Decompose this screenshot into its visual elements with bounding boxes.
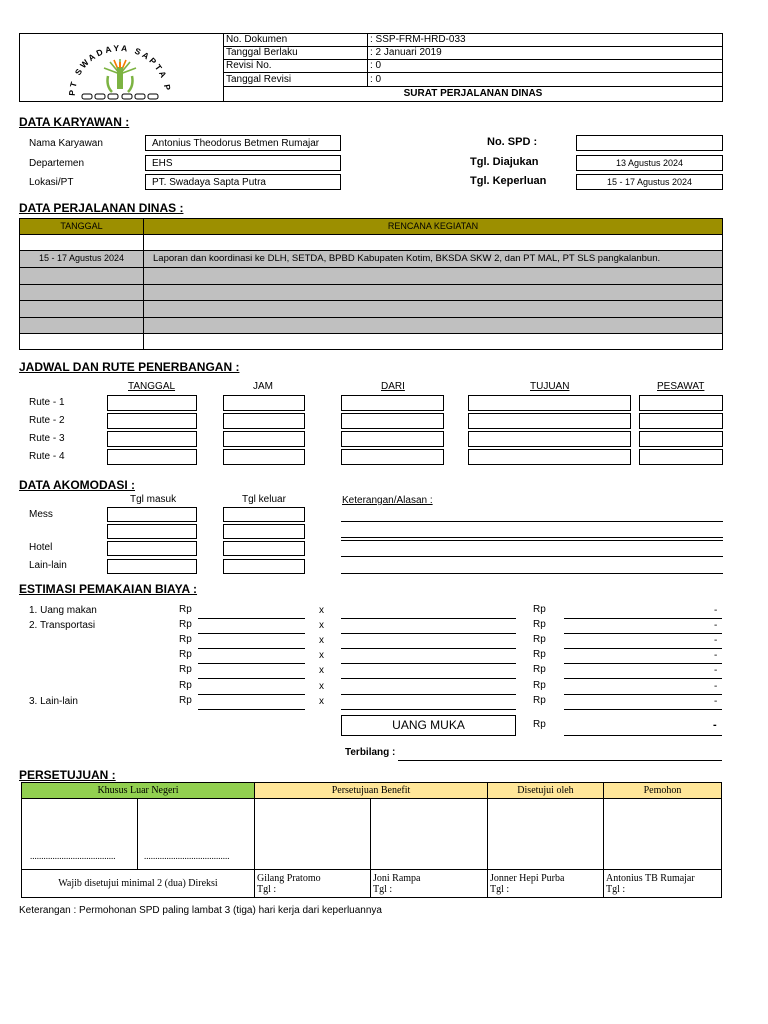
cost-total-line[interactable]: [564, 678, 722, 679]
mess-checkout-input-2[interactable]: [223, 524, 305, 539]
accommodation-section-title: DATA AKOMODASI :: [19, 478, 135, 492]
cost-qty-line[interactable]: [341, 694, 516, 695]
valid-date-value: : 2 Januari 2019: [368, 47, 722, 60]
department-field[interactable]: [145, 155, 341, 171]
need-date-label: Tgl. Keperluan: [470, 175, 547, 187]
approver-name: Jonner Hepi Purba: [490, 873, 565, 884]
cost-total: -: [714, 681, 718, 692]
route-1-plane-input[interactable]: [639, 395, 723, 411]
requester-signer: [604, 870, 721, 897]
cost-amount-line[interactable]: [198, 678, 305, 679]
table-row[interactable]: [19, 301, 723, 318]
cost-total-line[interactable]: [564, 694, 722, 695]
route-3-from-input[interactable]: [341, 431, 444, 447]
cost-currency: Rp: [179, 680, 192, 691]
cost-times: x: [319, 635, 324, 646]
cost-total-line[interactable]: [564, 648, 722, 649]
cost-times: x: [319, 681, 324, 692]
cost-currency: Rp: [533, 649, 546, 660]
cost-times: x: [319, 620, 324, 631]
svg-text:PT SWADAYA SAPTA PUTRA: PT SWADAYA SAPTA P: [66, 42, 173, 97]
route-3-date-input[interactable]: [107, 431, 197, 447]
signature-foreign-1[interactable]: [22, 799, 138, 870]
mess-checkin-input[interactable]: [107, 507, 197, 522]
approval-col-benefit: Persetujuan Benefit: [255, 783, 488, 799]
signature-requester[interactable]: [604, 799, 721, 870]
route-3-to-input[interactable]: [468, 431, 631, 447]
revision-date-value: : 0: [368, 73, 722, 87]
doc-number-value: : SSP-FRM-HRD-033: [368, 34, 722, 47]
foreign-note: Wajib disetujui minimal 2 (dua) Direksi: [22, 870, 255, 897]
flight-col-plane: PESAWAT: [657, 381, 705, 392]
cost-total: -: [714, 635, 718, 646]
cost-currency: Rp: [533, 695, 546, 706]
cost-total: -: [714, 696, 718, 707]
route-1-from-input[interactable]: [341, 395, 444, 411]
need-date-value: 15 - 17 Agustus 2024: [606, 177, 693, 187]
location-label: Lokasi/PT: [29, 177, 74, 188]
trip-section-title: DATA PERJALANAN DINAS :: [19, 201, 184, 215]
checkin-label: Tgl masuk: [130, 494, 177, 505]
trip-row-date: 15 - 17 Agustus 2024: [20, 251, 144, 267]
notes-line[interactable]: [341, 573, 723, 574]
approver-signer: [488, 870, 604, 897]
requester-date: Tgl :: [606, 884, 626, 895]
footer-note: Keterangan : Permohonan SPD paling lambat 3 (tiga) hari kerja dari keperluannya: [19, 905, 382, 916]
flight-section-title: JADWAL DAN RUTE PENERBANGAN :: [19, 360, 240, 374]
route-4-label: Rute - 4: [29, 451, 65, 462]
spd-number-field[interactable]: [576, 135, 723, 151]
benefit-2-date: Tgl :: [373, 884, 393, 895]
cost-currency: Rp: [533, 619, 546, 630]
mess-checkin-input-2[interactable]: [107, 524, 197, 539]
submitted-date-label: Tgl. Diajukan: [470, 156, 539, 168]
employee-name-value: Antonius Theodorus Betmen Rumajar: [152, 138, 320, 149]
department-value: EHS: [152, 158, 173, 169]
employee-name-field[interactable]: [145, 135, 341, 151]
signature-foreign-2[interactable]: [138, 799, 255, 870]
route-2-date-input[interactable]: [107, 413, 197, 429]
mess-label: Mess: [29, 509, 53, 520]
revision-date-label: Tanggal Revisi: [224, 73, 368, 87]
company-logo: [20, 34, 224, 101]
route-4-date-input[interactable]: [107, 449, 197, 465]
department-label: Departemen: [29, 158, 85, 169]
cost-currency: Rp: [179, 695, 192, 706]
cost-amount-line[interactable]: [198, 663, 305, 664]
route-1-date-input[interactable]: [107, 395, 197, 411]
signature-benefit-2[interactable]: [371, 799, 488, 870]
benefit-2-signer: [371, 870, 488, 897]
valid-date-label: Tanggal Berlaku: [224, 47, 368, 60]
flight-col-date: TANGGAL: [128, 381, 176, 392]
notes-line[interactable]: [341, 521, 723, 522]
cost-currency: Rp: [179, 619, 192, 630]
cost-item-other: 3. Lain-lain: [29, 696, 78, 707]
spelled-label: Terbilang :: [345, 747, 396, 758]
hotel-checkout-input[interactable]: [223, 541, 305, 556]
submitted-date-value: 13 Agustus 2024: [615, 158, 684, 168]
trip-col-date: TANGGAL: [20, 219, 144, 234]
cost-item-meal: 1. Uang makan: [29, 605, 97, 616]
flight-col-from: DARI: [381, 381, 405, 392]
other-checkin-input[interactable]: [107, 559, 197, 574]
other-accommodation-label: Lain-lain: [29, 560, 67, 571]
location-field[interactable]: [145, 174, 341, 190]
route-3-time-input[interactable]: [223, 431, 305, 447]
flight-col-to: TUJUAN: [530, 381, 570, 392]
spelled-line[interactable]: [398, 760, 722, 761]
table-row[interactable]: [19, 334, 723, 350]
revision-label: Revisi No.: [224, 60, 368, 73]
signature-dots: ......................................: [30, 851, 116, 861]
cost-times: x: [319, 605, 324, 616]
route-2-to-input[interactable]: [468, 413, 631, 429]
cost-amount-line[interactable]: [198, 618, 305, 619]
approval-col-requester: Pemohon: [604, 783, 721, 799]
employee-name-label: Nama Karyawan: [29, 138, 103, 149]
cost-qty-line[interactable]: [341, 678, 516, 679]
benefit-2-name: Joni Rampa: [373, 873, 421, 884]
submitted-date-field[interactable]: [576, 155, 723, 171]
notes-line[interactable]: [341, 540, 723, 541]
route-2-time-input[interactable]: [223, 413, 305, 429]
cost-item-transport: 2. Transportasi: [29, 620, 96, 631]
advance-label: UANG MUKA: [392, 718, 465, 732]
cost-amount-line[interactable]: [198, 633, 305, 634]
table-row[interactable]: [19, 251, 723, 268]
notes-line[interactable]: [341, 556, 723, 557]
doc-number-label: No. Dokumen: [224, 34, 368, 47]
header-info: [224, 34, 722, 101]
notes-label: Keterangan/Alasan :: [342, 495, 433, 506]
cost-currency: Rp: [533, 604, 546, 615]
document-header: [19, 33, 723, 102]
cost-currency: Rp: [179, 649, 192, 660]
table-row[interactable]: [19, 235, 723, 251]
trip-row-plan: Laporan dan koordinasi ke DLH, SETDA, BPBD Kabupaten Kotim, BKSDA SKW 2, dan PT MAL, PT SLS pangkalanbun.: [153, 253, 661, 264]
approval-col-approved: Disetujui oleh: [488, 783, 604, 799]
trip-col-plan: RENCANA KEGIATAN: [387, 221, 479, 231]
route-4-to-input[interactable]: [468, 449, 631, 465]
cost-currency: Rp: [533, 634, 546, 645]
signature-benefit-1[interactable]: [255, 799, 371, 870]
cost-qty-line[interactable]: [341, 663, 516, 664]
approval-table: [21, 782, 722, 898]
cost-currency: Rp: [179, 604, 192, 615]
mess-checkout-input[interactable]: [223, 507, 305, 522]
cost-total: -: [714, 650, 718, 661]
cost-times: x: [319, 650, 324, 661]
route-4-time-input[interactable]: [223, 449, 305, 465]
cost-amount-line[interactable]: [198, 694, 305, 695]
cost-total: -: [714, 620, 718, 631]
cost-total-line[interactable]: [564, 709, 722, 710]
table-row[interactable]: [19, 318, 723, 334]
table-row[interactable]: [19, 285, 723, 301]
advance-amount: -: [713, 719, 717, 731]
advance-amount-line[interactable]: [564, 735, 722, 736]
cost-qty-line[interactable]: [341, 648, 516, 649]
cost-total-line[interactable]: [564, 618, 722, 619]
hotel-label: Hotel: [29, 542, 53, 553]
signature-approver[interactable]: [488, 799, 604, 870]
route-3-plane-input[interactable]: [639, 431, 723, 447]
cost-currency: Rp: [533, 680, 546, 691]
flight-col-time: JAM: [253, 381, 273, 392]
cost-currency: Rp: [533, 664, 546, 675]
trip-table-header: [19, 218, 723, 235]
route-4-plane-input[interactable]: [639, 449, 723, 465]
cost-total: -: [714, 665, 718, 676]
cost-qty-line[interactable]: [341, 709, 516, 710]
requester-name: Antonius TB Rumajar: [606, 873, 695, 884]
cost-section-title: ESTIMASI PEMAKAIAN BIAYA :: [19, 582, 198, 596]
route-1-time-input[interactable]: [223, 395, 305, 411]
cost-times: x: [319, 665, 324, 676]
revision-value: : 0: [368, 60, 722, 73]
route-1-label: Rute - 1: [29, 397, 65, 408]
route-3-label: Rute - 3: [29, 433, 65, 444]
notes-line[interactable]: [341, 537, 723, 538]
route-1-to-input[interactable]: [468, 395, 631, 411]
route-2-label: Rute - 2: [29, 415, 65, 426]
cost-qty-line[interactable]: [341, 618, 516, 619]
cost-currency: Rp: [179, 634, 192, 645]
approval-section-title: PERSETUJUAN :: [19, 768, 116, 782]
advance-box: [341, 715, 516, 736]
route-4-from-input[interactable]: [341, 449, 444, 465]
hotel-checkin-input[interactable]: [107, 541, 197, 556]
benefit-1-signer: [255, 870, 371, 897]
advance-currency: Rp: [533, 719, 546, 730]
cost-total-line[interactable]: [564, 633, 722, 634]
cost-total: -: [714, 605, 718, 616]
spd-number-label: No. SPD :: [487, 136, 538, 148]
route-2-plane-input[interactable]: [639, 413, 723, 429]
approver-date: Tgl :: [490, 884, 510, 895]
approval-col-foreign: Khusus Luar Negeri: [22, 783, 255, 799]
cost-amount-line[interactable]: [198, 648, 305, 649]
benefit-1-date: Tgl :: [257, 884, 277, 895]
location-value: PT. Swadaya Sapta Putra: [152, 177, 266, 188]
employee-section-title: DATA KARYAWAN :: [19, 115, 130, 129]
cost-times: x: [319, 696, 324, 707]
cost-amount-line[interactable]: [198, 709, 305, 710]
cost-currency: Rp: [179, 664, 192, 675]
table-row[interactable]: [19, 268, 723, 285]
checkout-label: Tgl keluar: [242, 494, 286, 505]
cost-qty-line[interactable]: [341, 633, 516, 634]
route-2-from-input[interactable]: [341, 413, 444, 429]
cost-total-line[interactable]: [564, 663, 722, 664]
signature-dots: ......................................: [144, 851, 230, 861]
other-checkout-input[interactable]: [223, 559, 305, 574]
benefit-1-name: Gilang Pratomo: [257, 873, 321, 884]
need-date-field[interactable]: [576, 174, 723, 190]
form-title: SURAT PERJALANAN DINAS: [403, 88, 543, 99]
